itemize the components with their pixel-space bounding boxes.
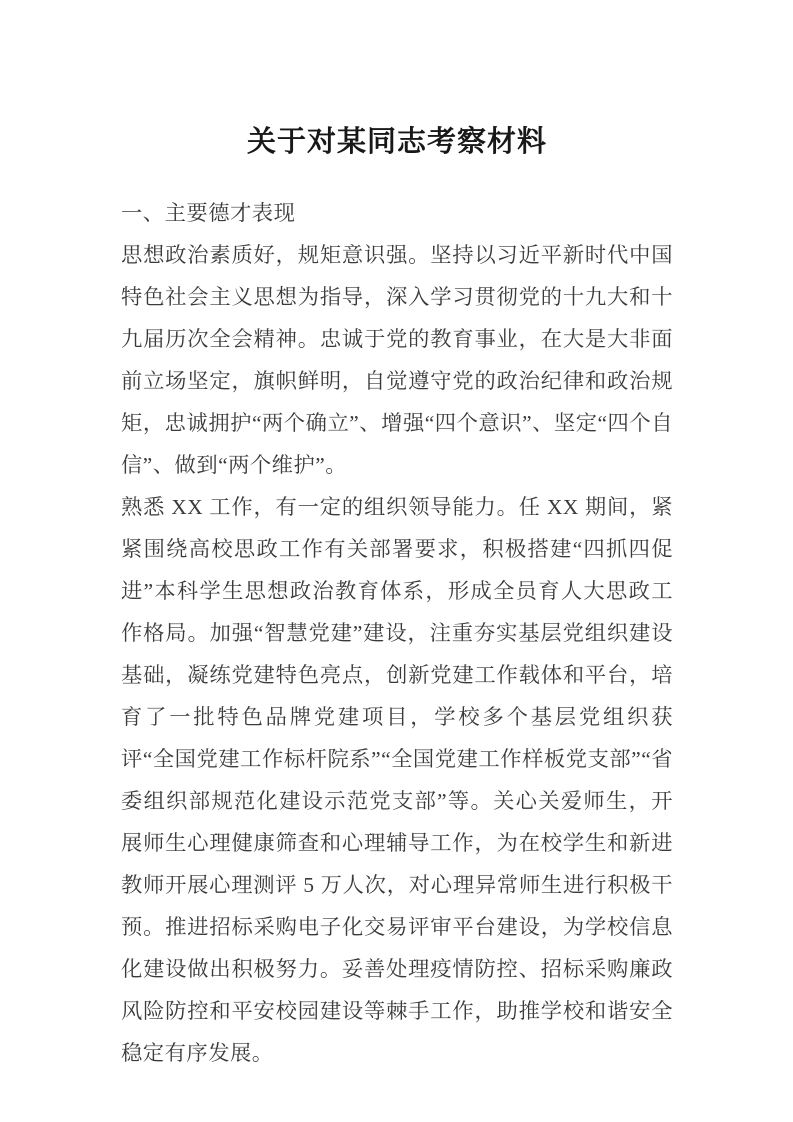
- section-heading: 一、主要德才表现: [121, 201, 296, 225]
- body-paragraph: 思想政治素质好，规矩意识强。坚持以习近平新时代中国特色社会主义思想为指导，深入学习贯彻党的十九大和十九届历次全会精神。忠诚于党的教育事业，在大是大非面前立场坚定，旗帜鲜明，自觉遵守党的政治纪律和政治规矩，忠诚拥护“两个确立”、增强“四个意识”、坚定“四个自信”、做到“两个维护”。: [121, 243, 673, 477]
- document-title: 关于对某同志考察材料: [246, 126, 547, 158]
- document-body: [121, 192, 673, 1074]
- body-paragraph: 熟悉 XX 工作，有一定的组织领导能力。任 XX 期间，紧紧围绕高校思政工作有关部署要求，积极搭建“四抓四促进”本科学生思想政治教育体系，形成全员育人大思政工作格局。加强“智慧党建”建设，注重夯实基层党组织建设基础，凝练党建特色亮点，创新党建工作载体和平台，培育了一批特色品牌党建项目，学校多个基层党组织获评“全国党建工作标杆院系”“全国党建工作样板党支部”“省委组织部规范化建设示范党支部”等。关心关爱师生，开展师生心理健康筛查和心理辅导工作，为在校学生和新进教师开展心理测评 5 万人次，对心理异常师生进行积极干预。推进招标采购电子化交易评审平台建设，为学校信息化建设做出积极努力。妥善处理疫情防控、招标采购廉政风险防控和平安校园建设等棘手工作，助推学校和谐安全稳定有序发展。: [121, 495, 673, 1065]
